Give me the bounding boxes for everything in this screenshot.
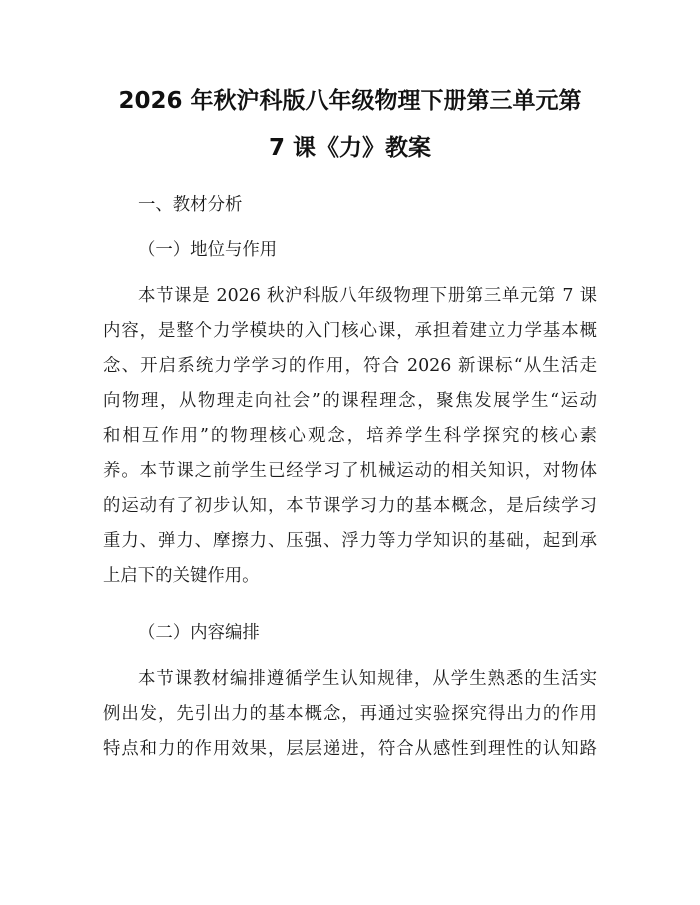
document-title-line-2: 7 课《力》教案 — [268, 135, 431, 161]
paragraph-1-line: 本节课是 2026 秋沪科版八年级物理下册第三单元第 7 课 — [138, 286, 597, 306]
paragraph-1-line: 向物理，从物理走向社会”的课程理念，聚焦发展学生“运动 — [103, 391, 597, 411]
paragraph-1-line: 重力、弹力、摩擦力、压强、浮力等力学知识的基础，起到承 — [103, 531, 597, 551]
paragraph-1-line: 养。本节课之前学生已经学习了机械运动的相关知识，对物体 — [103, 461, 597, 481]
subsection-heading-content-arrangement: （二）内容编排 — [138, 623, 260, 643]
paragraph-2-line: 特点和力的作用效果，层层递进，符合从感性到理性的认知路 — [103, 739, 597, 759]
paragraph-2-line: 例出发，先引出力的基本概念，再通过实验探究得出力的作用 — [103, 704, 597, 724]
paragraph-1-line: 和相互作用”的物理核心观念，培养学生科学探究的核心素 — [103, 426, 597, 446]
paragraph-2-line: 本节课教材编排遵循学生认知规律，从学生熟悉的生活实 — [138, 669, 597, 689]
subsection-heading-status-and-role: （一）地位与作用 — [138, 240, 278, 260]
document-title-line-1: 2026 年秋沪科版八年级物理下册第三单元第 — [118, 88, 582, 114]
paragraph-1-line: 上启下的关键作用。 — [103, 566, 260, 586]
paragraph-1-line: 的运动有了初步认知，本节课学习力的基本概念，是后续学习 — [103, 496, 597, 516]
paragraph-1-line: 内容，是整个力学模块的入门核心课，承担着建立力学基本概 — [103, 321, 597, 341]
paragraph-1-line: 念、开启系统力学学习的作用，符合 2026 新课标“从生活走 — [103, 356, 597, 376]
section-heading-teaching-material-analysis: 一、教材分析 — [138, 195, 243, 215]
